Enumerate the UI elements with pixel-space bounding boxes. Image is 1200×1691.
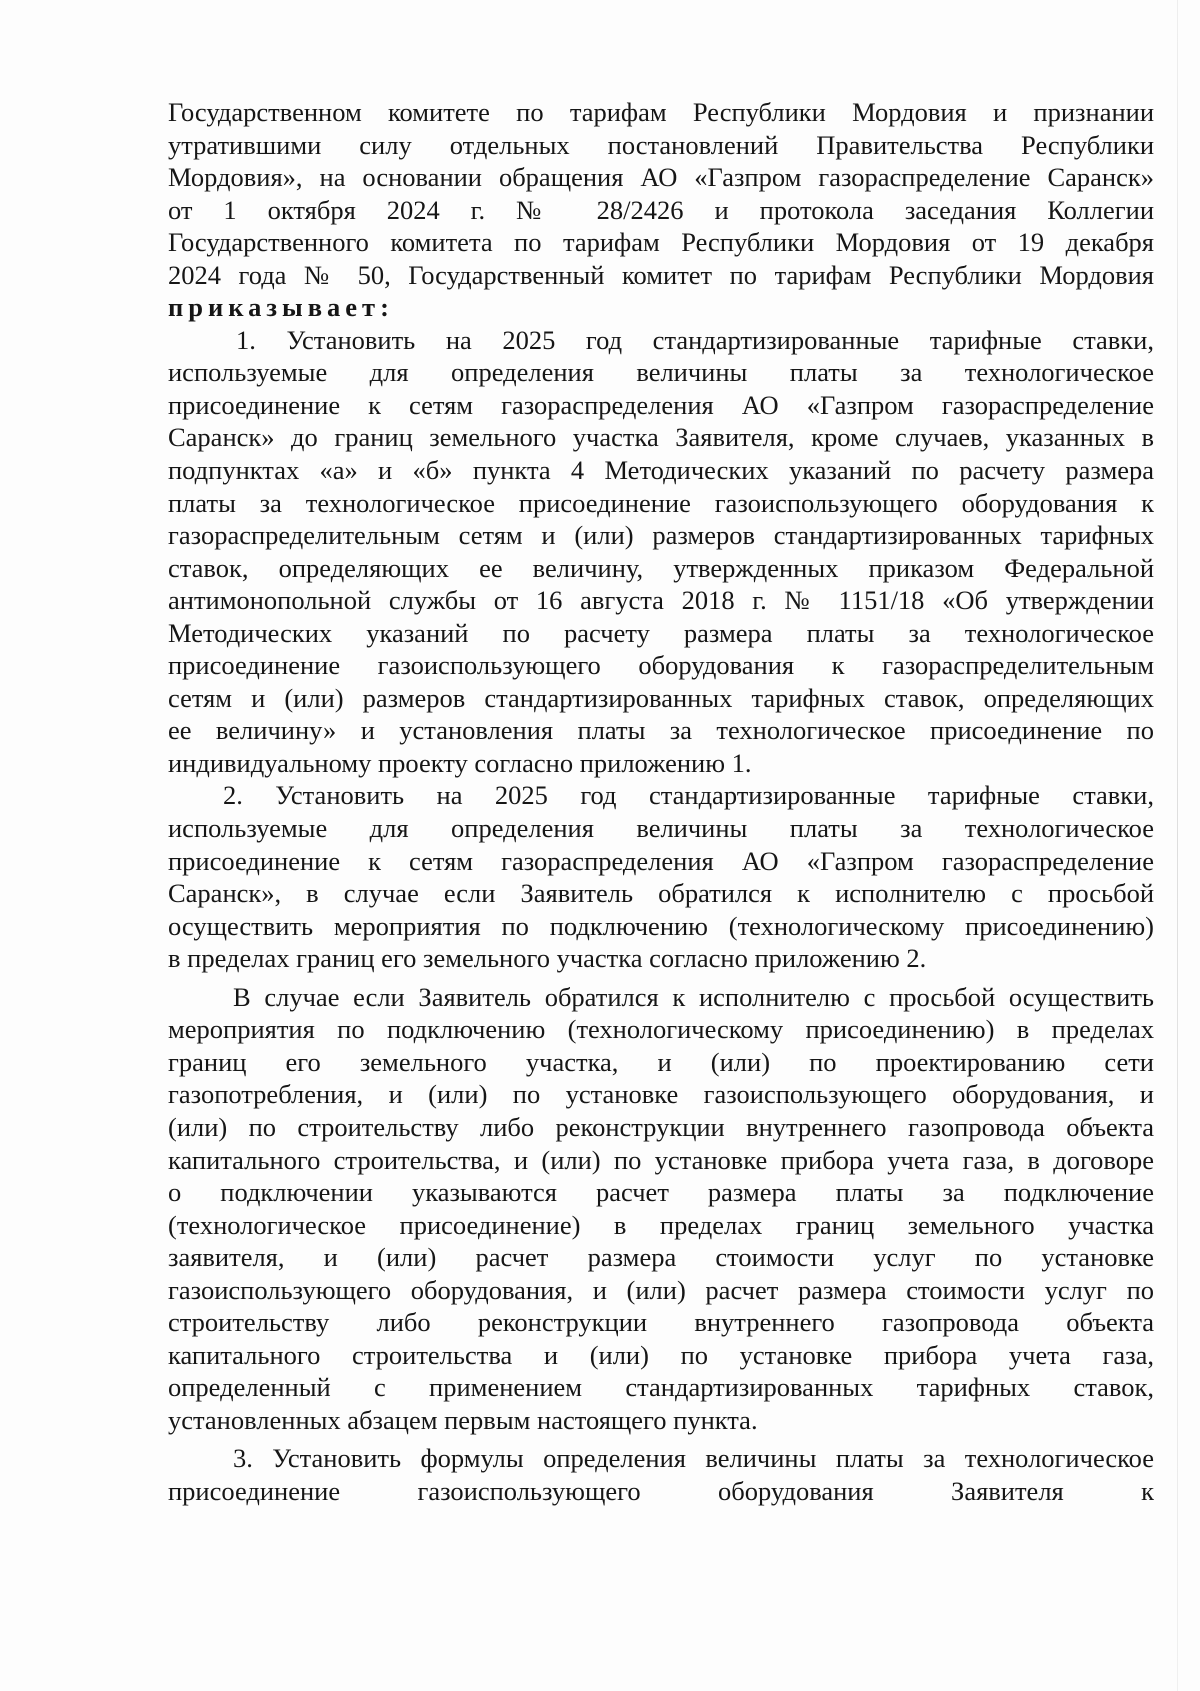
text-line: Государственного комитета по тарифам Республики Мордовия от 19 декабря: [168, 227, 1154, 258]
paragraph-1-line: газораспределительным сетям и (или) размеров стандартизированных тарифных: [168, 520, 1154, 551]
text-line: 2024 года № 50, Государственный комитет по тарифам Республики Мордовия: [168, 259, 1154, 290]
paragraph-1-line: присоединение к сетям газораспределения АО «Газпром газораспределение: [168, 389, 1154, 420]
paragraph-2-line: присоединение к сетям газораспределения АО «Газпром газораспределение: [168, 845, 1154, 876]
paragraph-1-line: ее величину» и установления платы за технологическое присоединение по: [168, 715, 1154, 746]
paragraph-4-line: присоединение газоиспользующего оборудования Заявителя к: [168, 1475, 1154, 1506]
paragraph-3-line: газоиспользующего оборудования, и (или) расчет размера стоимости услуг по: [168, 1274, 1154, 1305]
paragraph-1-line: антимонопольной службы от 16 августа 2018 г. № 1151/18 «Об утверждении: [168, 585, 1154, 616]
paragraph-3-line: газопотребления, и (или) по установке газоиспользующего оборудования, и: [168, 1079, 1154, 1110]
paragraph-3-line: границ его земельного участка, и (или) по проектированию сети: [168, 1046, 1154, 1077]
paragraph-3-line: (или) по строительству либо реконструкции внутреннего газопровода объекта: [168, 1111, 1154, 1142]
paragraph-1-line: используемые для определения величины платы за технологическое: [168, 357, 1154, 388]
paragraph-1-line: платы за технологическое присоединение газоиспользующего оборудования к: [168, 487, 1154, 518]
paragraph-3-line: капитального строительства и (или) по установке прибора учета газа,: [168, 1339, 1154, 1370]
document-body: [168, 96, 1154, 1508]
text-line: утратившими силу отдельных постановлений Правительства Республики: [168, 129, 1154, 160]
paragraph-1-line: присоединение газоиспользующего оборудования к газораспределительным: [168, 650, 1154, 681]
paragraph-3-line: (технологическое присоединение) в пределах границ земельного участка: [168, 1209, 1154, 1240]
paragraph-1-line: Саранск» до границ земельного участка Заявителя, кроме случаев, указанных в: [168, 422, 1154, 453]
order-keyword: приказывает:: [168, 292, 394, 323]
paragraph-4-line: 3. Установить формулы определения величины платы за технологическое: [233, 1443, 1154, 1474]
paragraph-3-line: строительству либо реконструкции внутреннего газопровода объекта: [168, 1307, 1154, 1338]
paragraph-3-line: установленных абзацем первым настоящего пункта.: [168, 1404, 758, 1435]
scan-edge: [1177, 0, 1178, 1691]
paragraph-2-line: используемые для определения величины платы за технологическое: [168, 813, 1154, 844]
paragraph-3-line: В случае если Заявитель обратился к исполнителю с просьбой осуществить: [233, 981, 1154, 1012]
paragraph-2-line: осуществить мероприятия по подключению (технологическому присоединению): [168, 910, 1154, 941]
text-line: Мордовия», на основании обращения АО «Газпром газораспределение Саранск»: [168, 162, 1154, 193]
text-line: Государственном комитете по тарифам Республики Мордовия и признании: [168, 97, 1154, 127]
paragraph-3-line: определенный с применением стандартизированных тарифных ставок,: [168, 1372, 1154, 1403]
text-line: от 1 октября 2024 г. № 28/2426 и протокола заседания Коллегии: [168, 194, 1154, 225]
paragraph-1-line: ставок, определяющих ее величину, утвержденных приказом Федеральной: [168, 552, 1154, 583]
paragraph-3-line: заявителя, и (или) расчет размера стоимости услуг по установке: [168, 1242, 1154, 1273]
paragraph-3-line: капитального строительства, и (или) по установке прибора учета газа, в договоре: [168, 1144, 1154, 1175]
paragraph-1-line: индивидуальному проекту согласно приложению 1.: [168, 747, 752, 778]
paragraph-2-line: 2. Установить на 2025 год стандартизированные тарифные ставки,: [223, 780, 1154, 811]
paragraph-3-line: о подключении указываются расчет размера платы за подключение: [168, 1177, 1154, 1208]
paragraph-1-line: 1. Установить на 2025 год стандартизированные тарифные ставки,: [236, 324, 1154, 355]
paragraph-1-line: подпунктах «а» и «б» пункта 4 Методических указаний по расчету размера: [168, 455, 1154, 486]
paragraph-1-line: сетям и (или) размеров стандартизированных тарифных ставок, определяющих: [168, 682, 1154, 713]
paragraph-2-line: Саранск», в случае если Заявитель обратился к исполнителю с просьбой: [168, 878, 1154, 909]
paragraph-3-line: мероприятия по подключению (технологическому присоединению) в пределах: [168, 1014, 1154, 1045]
paragraph-1-line: Методических указаний по расчету размера платы за технологическое: [168, 617, 1154, 648]
paragraph-2-line: в пределах границ его земельного участка согласно приложению 2.: [168, 943, 927, 974]
